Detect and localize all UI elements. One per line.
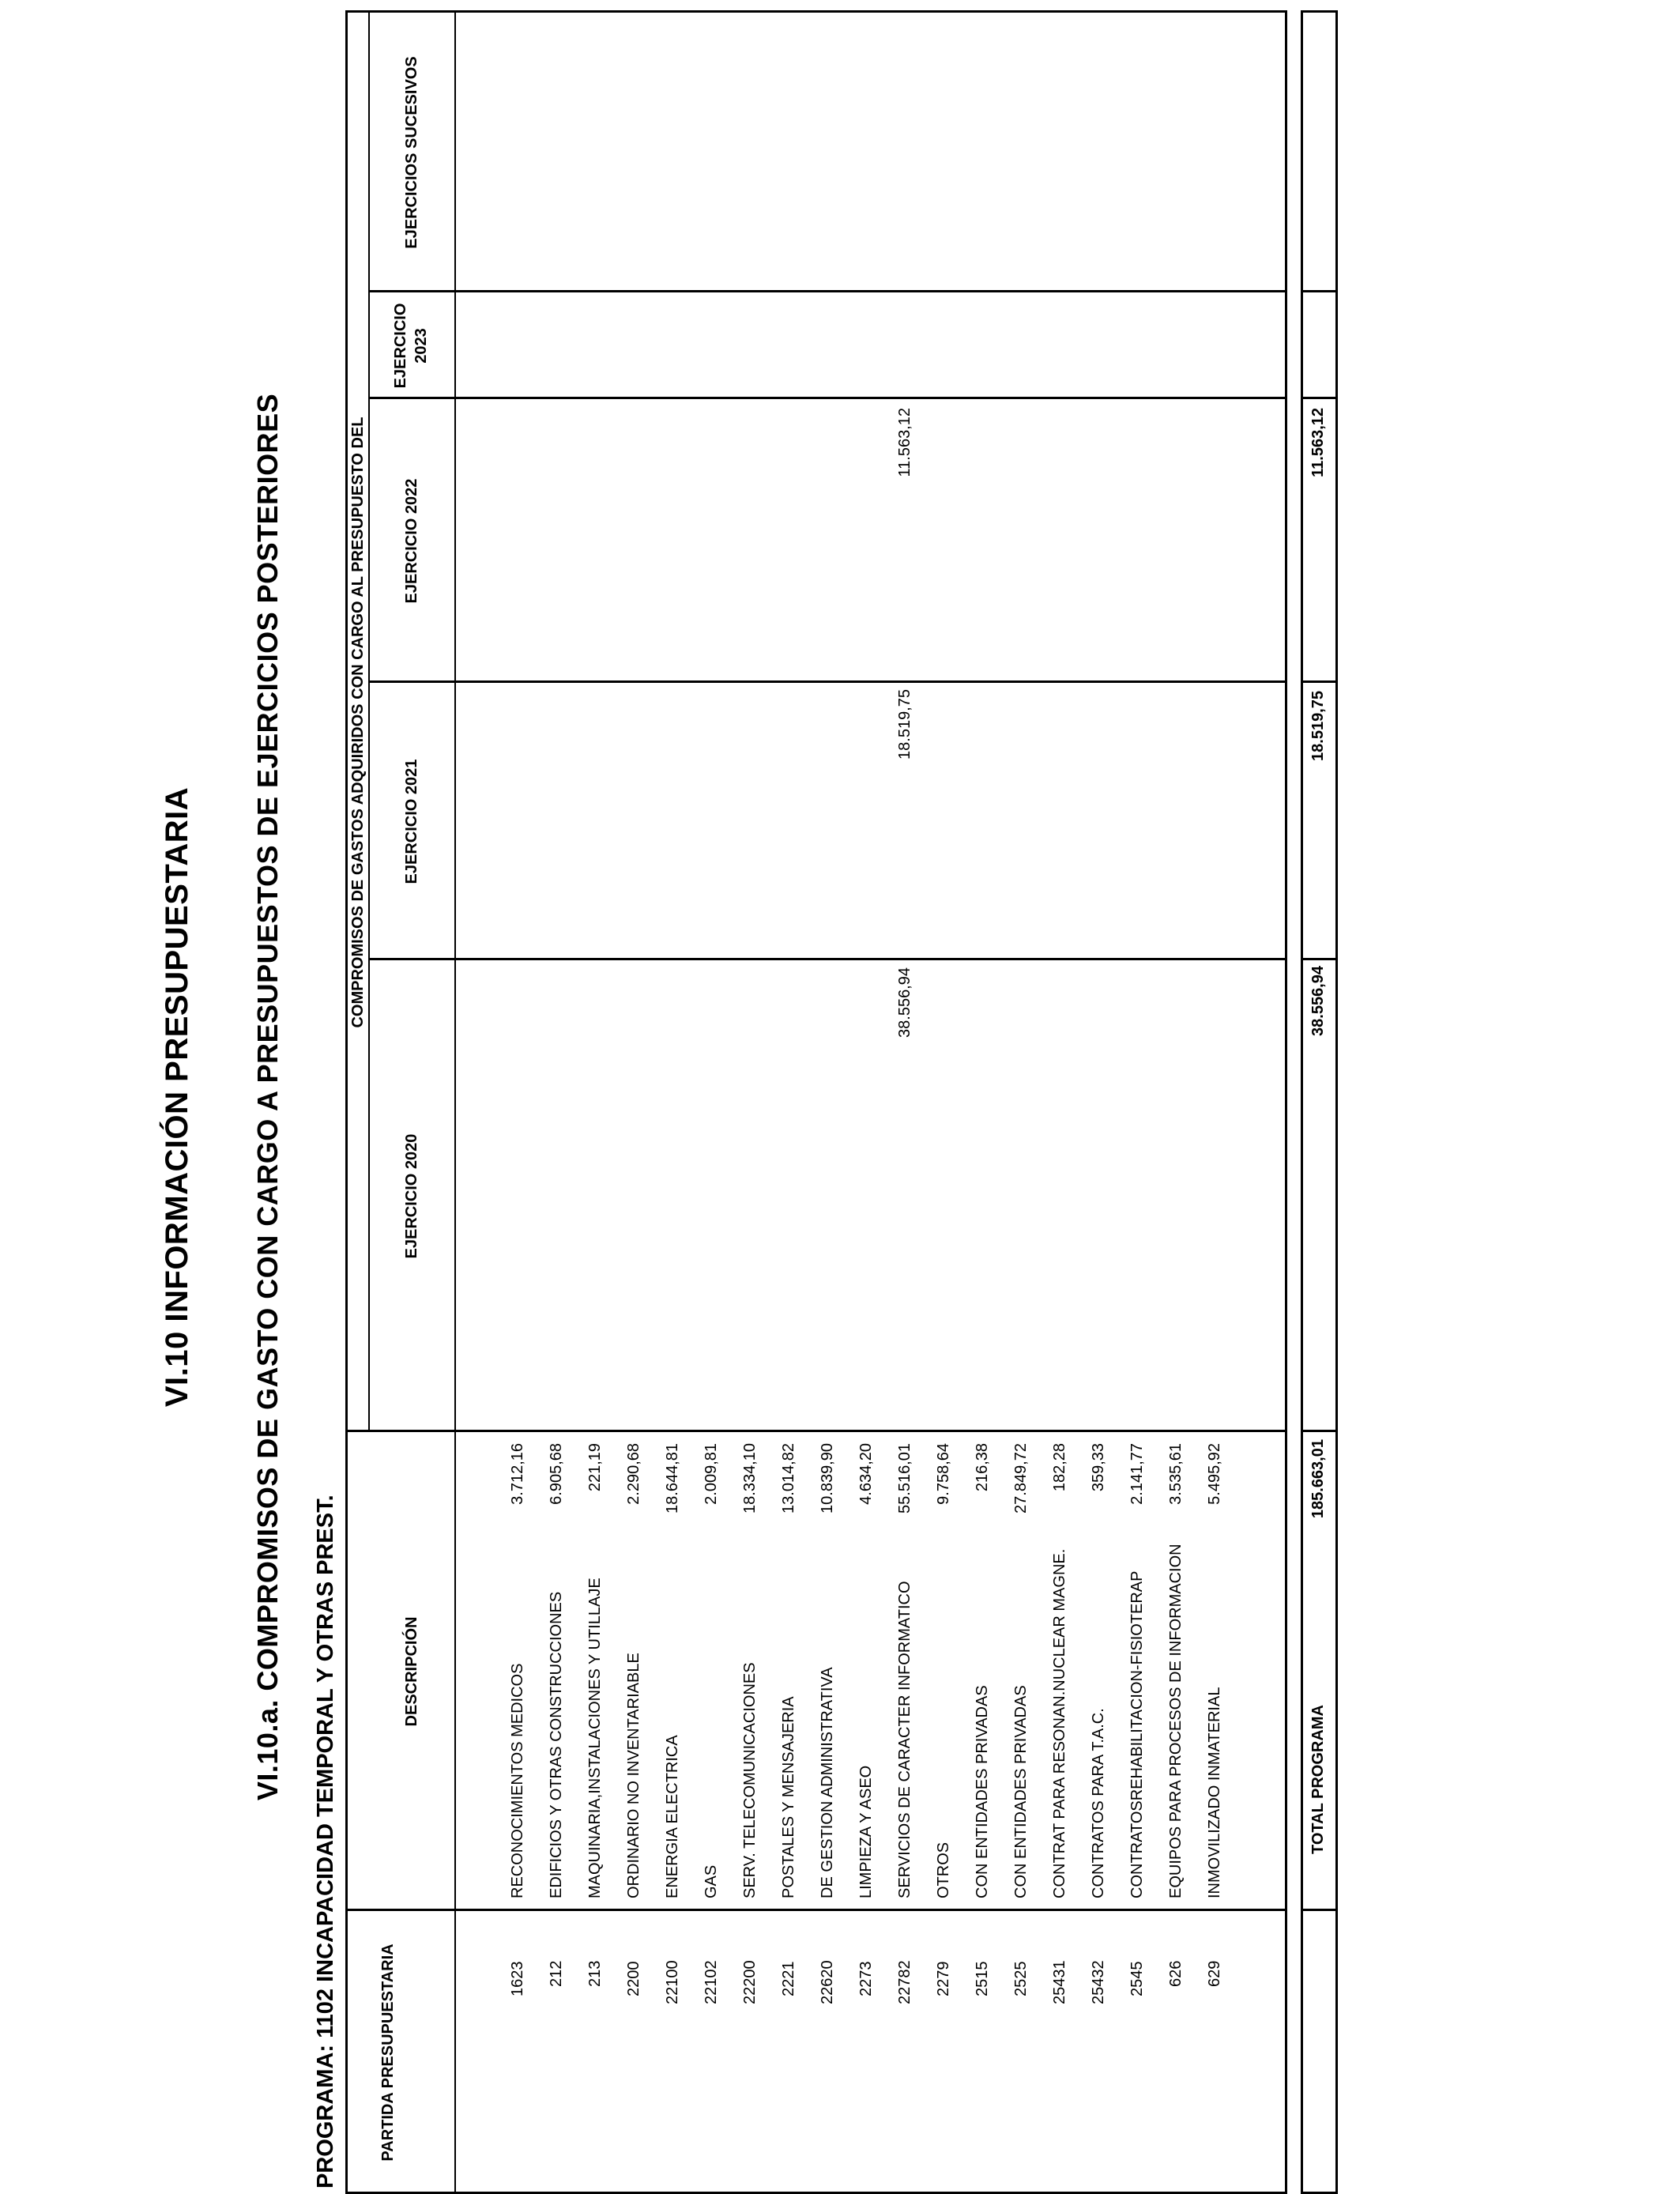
col-divider-descripcion <box>345 1430 1287 1432</box>
ej2023-cell: 11.563,12 <box>896 408 913 477</box>
partida-cell: 629 <box>1206 1960 1223 1987</box>
descripcion-cell: RECONOCIMIENTOS MEDICOS <box>509 1663 526 1898</box>
total-ej2021: 38.556,94 <box>1309 966 1327 1036</box>
partida-cell: 2525 <box>1012 1961 1030 1996</box>
descripcion-cell: CONTRATOSREHABILITACION-FISIOTERAP <box>1128 1570 1146 1898</box>
programa-label: PROGRAMA: 1102 INCAPACIDAD TEMPORAL Y OTRAS PREST. <box>313 1495 338 2188</box>
ej2020-cell: 221,19 <box>586 1443 604 1492</box>
col-divider-2021 <box>368 958 1287 960</box>
header-bottom-line <box>454 11 456 2194</box>
total-ej2023: 11.563,12 <box>1309 408 1327 477</box>
ej2020-cell: 2.141,77 <box>1128 1443 1146 1505</box>
total-border-right <box>1301 10 1338 13</box>
ej2022-cell: 18.519,75 <box>896 689 913 760</box>
total-divider-sucesivos <box>1301 290 1338 292</box>
total-divider-partida <box>1301 1909 1338 1911</box>
ej2020-cell: 2.290,68 <box>625 1443 642 1505</box>
descripcion-cell: MAQUINARIA,INSTALACIONES Y UTILLAJE <box>586 1578 604 1898</box>
partida-cell: 25431 <box>1051 1960 1068 2004</box>
group-header-line <box>368 13 370 1432</box>
descripcion-cell: POSTALES Y MENSAJERIA <box>780 1696 797 1898</box>
table-border-bottom <box>1285 11 1287 2194</box>
col-divider-2022 <box>368 680 1287 683</box>
ej2020-cell: 182,28 <box>1051 1443 1068 1492</box>
header-ejercicio-2023: EJERCICIO 2023 <box>392 303 430 389</box>
ej2021-cell: 38.556,94 <box>896 967 913 1038</box>
table-border-right <box>345 10 1287 13</box>
partida-cell: 22200 <box>741 1960 759 2004</box>
descripcion-cell: OTROS <box>935 1842 952 1898</box>
ej2020-cell: 2.009,81 <box>703 1443 720 1505</box>
descripcion-cell: EQUIPOS PARA PROCESOS DE INFORMACION <box>1167 1544 1185 1898</box>
descripcion-cell: ENERGIA ELECTRICA <box>664 1735 681 1898</box>
total-divider-descripcion <box>1301 1430 1338 1432</box>
partida-cell: 2279 <box>935 1961 952 1996</box>
ej2020-cell: 18.334,10 <box>741 1443 759 1514</box>
total-ej2020: 185.663,01 <box>1309 1439 1327 1519</box>
total-divider-2023 <box>1301 397 1338 399</box>
partida-cell: 626 <box>1167 1960 1185 1987</box>
partida-cell: 22620 <box>819 1960 836 2004</box>
partida-cell: 22102 <box>703 1960 720 2004</box>
partida-cell: 1623 <box>509 1961 526 1996</box>
descripcion-cell: SERV. TELECOMUNICACIONES <box>741 1662 759 1898</box>
ej2020-cell: 10.839,90 <box>819 1443 836 1514</box>
partida-cell: 212 <box>548 1960 565 1987</box>
ej2020-cell: 27.849,72 <box>1012 1443 1030 1514</box>
partida-cell: 22100 <box>664 1960 681 2004</box>
descripcion-cell: EDIFICIOS Y OTRAS CONSTRUCCIONES <box>548 1591 565 1898</box>
ej2020-cell: 9.758,64 <box>935 1443 952 1505</box>
ej2020-cell: 3.712,16 <box>509 1443 526 1505</box>
partida-cell: 2273 <box>857 1961 875 1996</box>
header-ejercicios-sucesivos: EJERCICIOS SUCESIVOS <box>403 56 420 249</box>
ej2020-cell: 5.495,92 <box>1206 1443 1223 1505</box>
descripcion-cell: GAS <box>703 1864 720 1898</box>
ej2020-cell: 216,38 <box>974 1443 991 1492</box>
descripcion-cell: SERVICIOS DE CARACTER INFORMATICO <box>896 1581 913 1898</box>
subsection-title: VI.10.a. COMPROMISOS DE GASTO CON CARGO A PRESUPUESTOS DE EJERCICIOS POSTERIORES <box>251 393 284 1801</box>
partida-cell: 2515 <box>974 1961 991 1996</box>
descripcion-cell: LIMPIEZA Y ASEO <box>857 1765 875 1898</box>
ej2020-cell: 13.014,82 <box>780 1443 797 1514</box>
partida-cell: 22782 <box>896 1960 913 2004</box>
header-descripcion: DESCRIPCIÓN <box>403 1616 420 1727</box>
descripcion-cell: CONTRATOS PARA T.A.C. <box>1090 1708 1107 1898</box>
descripcion-cell: CON ENTIDADES PRIVADAS <box>1012 1685 1030 1898</box>
ej2020-cell: 55.516,01 <box>896 1443 913 1514</box>
total-label: TOTAL PROGRAMA <box>1309 1705 1327 1854</box>
ej2020-cell: 3.535,61 <box>1167 1443 1185 1505</box>
total-divider-2021 <box>1301 958 1338 960</box>
descripcion-cell: CONTRAT PARA RESONAN.NUCLEAR MAGNE. <box>1051 1548 1068 1898</box>
header-group: COMPROMISOS DE GASTOS ADQUIRIDOS CON CARGO AL PRESUPUESTO DEL <box>349 417 367 1028</box>
partida-cell: 2545 <box>1128 1961 1146 1996</box>
section-title: VI.10 INFORMACIÓN PRESUPUESTARIA <box>160 786 194 1408</box>
ej2020-cell: 18.644,81 <box>664 1443 681 1514</box>
header-partida: PARTIDA PRESUPUESTARIA <box>379 1943 397 2162</box>
total-divider-2022 <box>1301 680 1338 683</box>
partida-cell: 213 <box>586 1960 604 1987</box>
col-divider-sucesivos <box>368 290 1287 292</box>
header-ejercicio-2021: EJERCICIO 2021 <box>403 759 420 884</box>
total-border-bottom <box>1335 11 1338 2194</box>
descripcion-cell: CON ENTIDADES PRIVADAS <box>974 1685 991 1898</box>
partida-cell: 25432 <box>1090 1960 1107 2004</box>
col-divider-2023 <box>368 397 1287 399</box>
partida-cell: 2200 <box>625 1961 642 1996</box>
descripcion-cell: DE GESTION ADMINISTRATIVA <box>819 1667 836 1898</box>
partida-cell: 2221 <box>780 1961 797 1996</box>
header-ejercicio-2022: EJERCICIO 2022 <box>403 478 420 604</box>
col-divider-partida <box>345 1909 1287 1911</box>
ej2020-cell: 6.905,68 <box>548 1443 565 1505</box>
header-ejercicio-2020: EJERCICIO 2020 <box>403 1133 420 1259</box>
total-ej2022: 18.519,75 <box>1309 691 1327 761</box>
descripcion-cell: INMOVILIZADO INMATERIAL <box>1206 1687 1223 1898</box>
total-border-top <box>1301 11 1303 2194</box>
ej2020-cell: 359,33 <box>1090 1443 1107 1492</box>
descripcion-cell: ORDINARIO NO INVENTARIABLE <box>625 1653 642 1898</box>
ej2020-cell: 4.634,20 <box>857 1443 875 1505</box>
